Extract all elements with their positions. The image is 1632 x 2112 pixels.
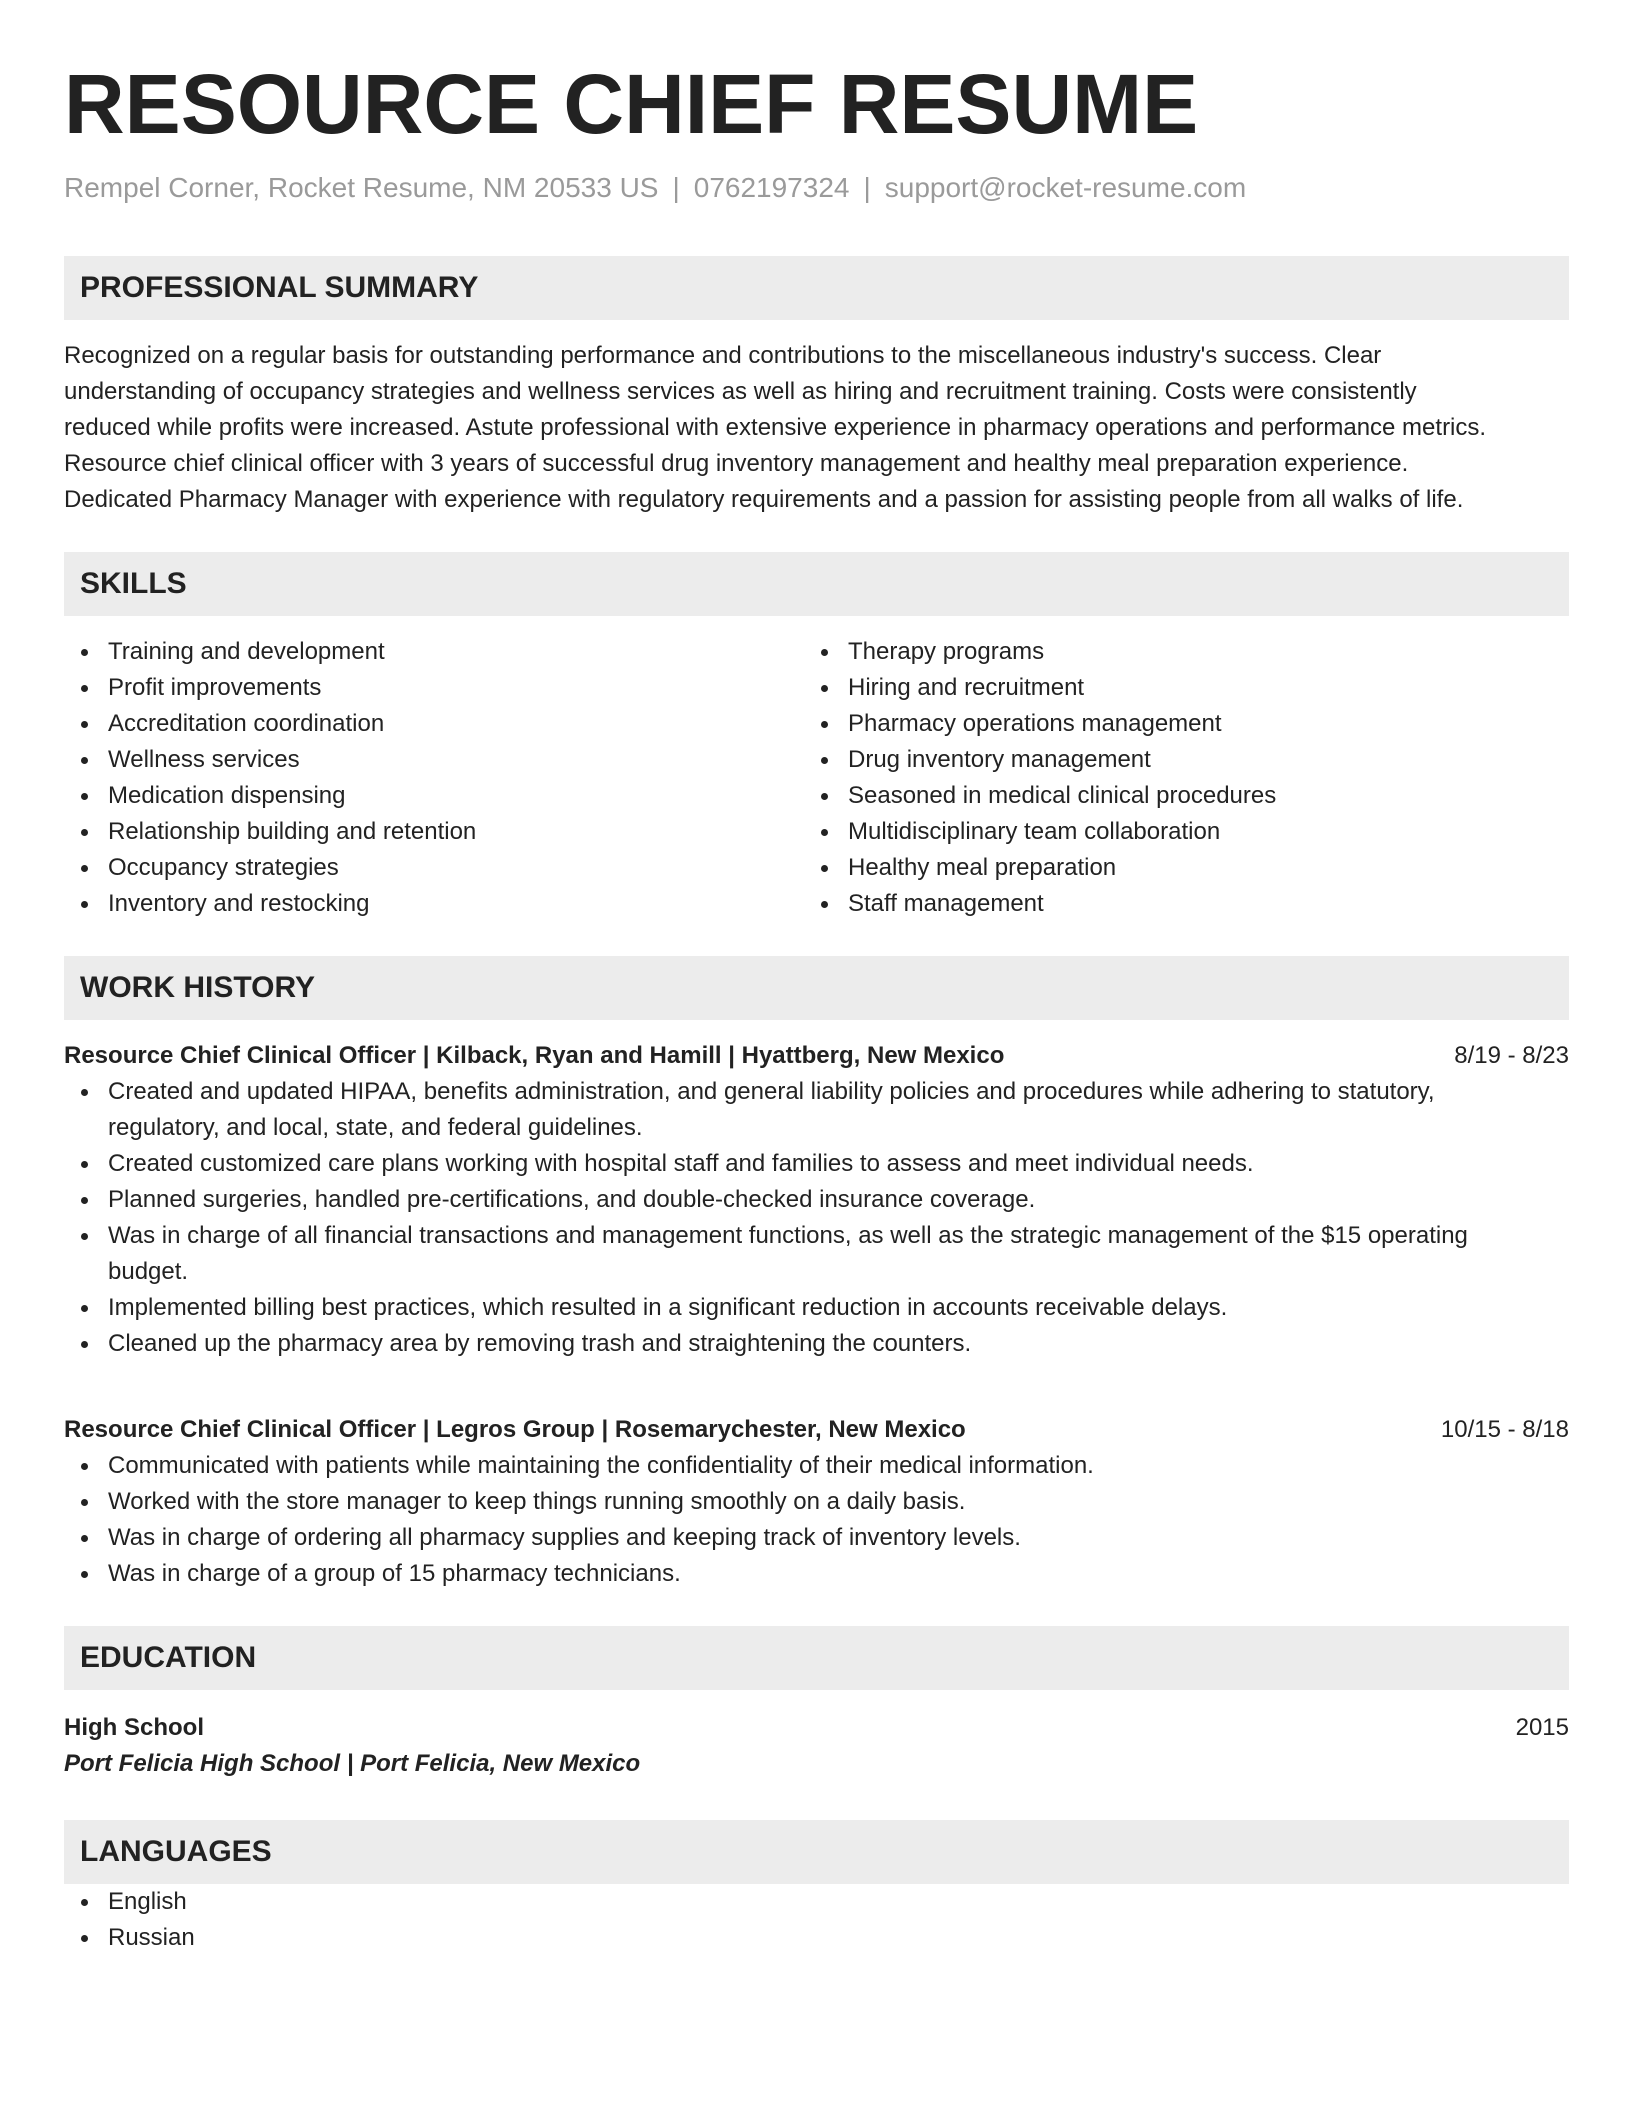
- contact-separator: |: [672, 172, 680, 203]
- summary-line: Recognized on a regular basis for outstanding performance and contributions to the miscellaneous industry's success. Clear: [64, 342, 1382, 369]
- language-item: Russian: [64, 1920, 1569, 1956]
- language-item: English: [64, 1884, 1569, 1920]
- job-entry: [64, 1038, 1569, 1362]
- skills-column-right: [804, 634, 1544, 922]
- skill-item: Pharmacy operations management: [804, 706, 1544, 742]
- job-header: [64, 1038, 1569, 1074]
- job-bullets: [64, 1074, 1569, 1362]
- job-bullet: [64, 1218, 1569, 1290]
- section-header-skills: SKILLS: [64, 552, 1569, 616]
- job-entry: [64, 1412, 1569, 1592]
- job-bullet: Planned surgeries, handled pre-certifications, and double-checked insurance coverage.: [64, 1182, 1569, 1218]
- job-bullet: Worked with the store manager to keep things running smoothly on a daily basis.: [64, 1484, 1569, 1520]
- languages-list: [64, 1884, 1569, 1956]
- job-bullet: Communicated with patients while maintaining the confidentiality of their medical information.: [64, 1448, 1569, 1484]
- education-year: 2015: [1515, 1714, 1569, 1741]
- skills-column-left: [64, 634, 804, 922]
- skill-item: Training and development: [64, 634, 804, 670]
- job-header: [64, 1412, 1569, 1448]
- skill-item: Relationship building and retention: [64, 814, 804, 850]
- job-title: Resource Chief Clinical Officer | Kilback, Ryan and Hamill | Hyattberg, New Mexico: [64, 1042, 1005, 1069]
- skill-item: Hiring and recruitment: [804, 670, 1544, 706]
- skill-item: Inventory and restocking: [64, 886, 804, 922]
- summary-line: Dedicated Pharmacy Manager with experience with regulatory requirements and a passion for assisting people from all walks of life.: [64, 486, 1464, 513]
- job-bullet: Was in charge of a group of 15 pharmacy technicians.: [64, 1556, 1569, 1592]
- skill-item: Medication dispensing: [64, 778, 804, 814]
- contact-address: Rempel Corner, Rocket Resume, NM 20533 US: [64, 172, 659, 203]
- contact-email: support@rocket-resume.com: [884, 172, 1247, 203]
- section-header-work: WORK HISTORY: [64, 956, 1569, 1020]
- job-dates: 8/19 - 8/23: [1454, 1042, 1569, 1069]
- skills-columns: [64, 634, 1569, 922]
- section-header-languages: LANGUAGES: [64, 1820, 1569, 1884]
- education-degree: High School: [64, 1714, 204, 1741]
- summary-line: Resource chief clinical officer with 3 years of successful drug inventory management and healthy meal preparation experience.: [64, 450, 1409, 477]
- job-bullet-line: budget.: [108, 1258, 189, 1285]
- skill-item: Wellness services: [64, 742, 804, 778]
- job-bullet-line: regulatory, and local, state, and federal guidelines.: [108, 1114, 643, 1141]
- skill-item: Accreditation coordination: [64, 706, 804, 742]
- contact-separator: |: [863, 172, 871, 203]
- job-bullet: Cleaned up the pharmacy area by removing trash and straightening the counters.: [64, 1326, 1569, 1362]
- summary-line: understanding of occupancy strategies and wellness services as well as hiring and recruitment training. Costs were consistently: [64, 378, 1417, 405]
- job-bullet: Was in charge of ordering all pharmacy supplies and keeping track of inventory levels.: [64, 1520, 1569, 1556]
- skill-item: Seasoned in medical clinical procedures: [804, 778, 1544, 814]
- summary-text: [64, 338, 1569, 518]
- contact-line: [64, 170, 1569, 206]
- skill-item: Therapy programs: [804, 634, 1544, 670]
- section-header-education: EDUCATION: [64, 1626, 1569, 1690]
- job-bullet: Implemented billing best practices, which resulted in a significant reduction in accounts receivable delays.: [64, 1290, 1569, 1326]
- skill-item: Drug inventory management: [804, 742, 1544, 778]
- job-title: Resource Chief Clinical Officer | Legros Group | Rosemarychester, New Mexico: [64, 1416, 966, 1443]
- skill-item: Staff management: [804, 886, 1544, 922]
- job-bullet-line: Created and updated HIPAA, benefits administration, and general liability policies and procedures while adhering to statutory,: [108, 1078, 1435, 1105]
- section-header-summary: PROFESSIONAL SUMMARY: [64, 256, 1569, 320]
- skill-item: Occupancy strategies: [64, 850, 804, 886]
- education-header: [64, 1710, 1569, 1746]
- job-dates: 10/15 - 8/18: [1440, 1416, 1569, 1443]
- resume-title: RESOURCE CHIEF RESUME: [64, 57, 1199, 151]
- skill-item: Multidisciplinary team collaboration: [804, 814, 1544, 850]
- skill-item: Profit improvements: [64, 670, 804, 706]
- job-bullet: [64, 1074, 1569, 1146]
- education-school: Port Felicia High School | Port Felicia, New Mexico: [64, 1750, 641, 1777]
- job-bullet: Created customized care plans working with hospital staff and families to assess and meet individual needs.: [64, 1146, 1569, 1182]
- skill-item: Healthy meal preparation: [804, 850, 1544, 886]
- job-bullets: [64, 1448, 1569, 1592]
- summary-line: reduced while profits were increased. Astute professional with extensive experience in pharmacy operations and performance metrics.: [64, 414, 1487, 441]
- job-bullet-line: Was in charge of all financial transactions and management functions, as well as the strategic management of the $15 operating: [108, 1222, 1468, 1249]
- contact-phone: 0762197324: [693, 172, 850, 203]
